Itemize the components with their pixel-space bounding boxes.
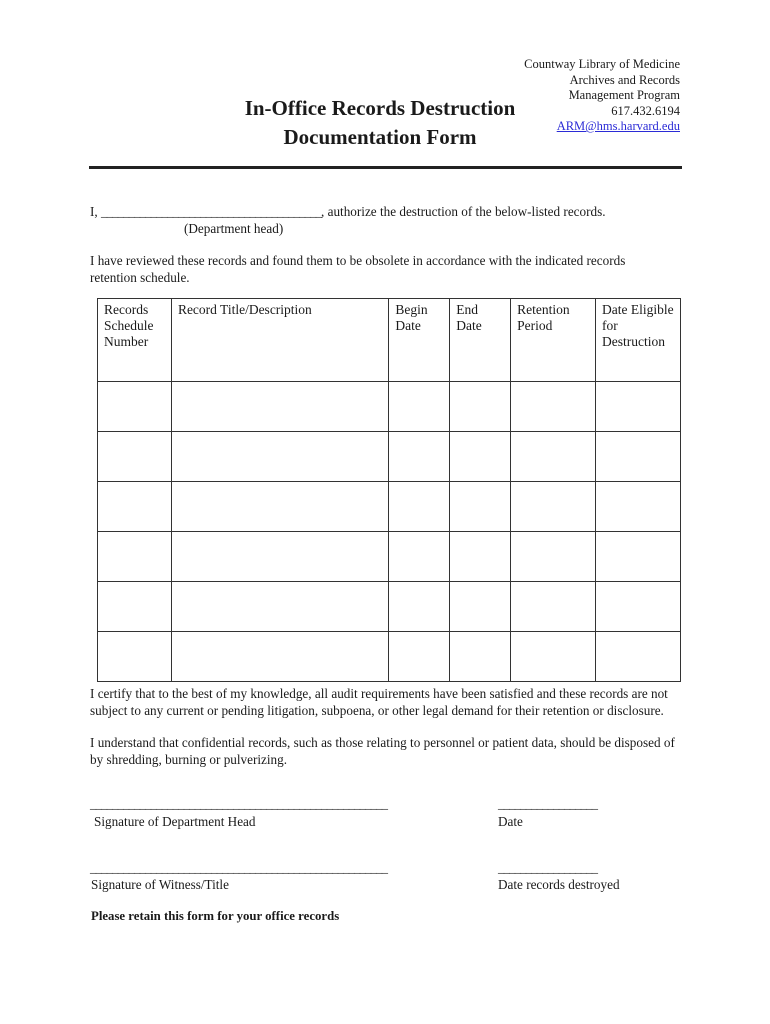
date-destroyed-label: Date records destroyed <box>498 877 620 892</box>
table-row <box>98 582 681 632</box>
table-cell[interactable] <box>596 432 681 482</box>
table-cell[interactable] <box>596 582 681 632</box>
authorize-suffix: , authorize the destruction of the below-listed records. <box>321 204 606 219</box>
table-cell[interactable] <box>511 632 596 682</box>
table-cell[interactable] <box>596 482 681 532</box>
table-cell[interactable] <box>389 582 450 632</box>
table-cell[interactable] <box>450 482 511 532</box>
department-head-name-blank[interactable]: ________________________________________ <box>101 204 321 219</box>
table-cell[interactable] <box>450 532 511 582</box>
table-cell[interactable] <box>389 432 450 482</box>
title-line-2: Documentation Form <box>283 125 477 149</box>
table-cell[interactable] <box>450 582 511 632</box>
table-cell[interactable] <box>596 382 681 432</box>
header-date-eligible: Date Eligible for Destruction <box>596 299 681 382</box>
header-begin-date: Begin Date <box>389 299 450 382</box>
certify-statement: I certify that to the best of my knowledge, all audit requirements have been satisfied and these records are not subject to any current or pending litigation, subpoena, or other legal demand for their retention or disclosure. <box>90 686 668 718</box>
table-row <box>98 632 681 682</box>
table-cell[interactable] <box>511 532 596 582</box>
witness-signature-label: Signature of Witness/Title <box>91 877 229 892</box>
table-cell[interactable] <box>98 582 172 632</box>
reviewed-statement: I have reviewed these records and found them to be obsolete in accordance with the indicated records retention schedule. <box>90 253 626 285</box>
table-cell[interactable] <box>98 632 172 682</box>
authorize-prefix: I, <box>90 204 98 219</box>
header-schedule-number: Records Schedule Number <box>98 299 172 382</box>
table-row <box>98 482 681 532</box>
authorize-statement <box>90 203 606 220</box>
table-cell[interactable] <box>450 432 511 482</box>
table-cell[interactable] <box>171 632 388 682</box>
table-cell[interactable] <box>389 382 450 432</box>
org-phone: 617.432.6194 <box>611 103 680 118</box>
header-divider <box>89 166 682 169</box>
org-email-link[interactable]: ARM@hms.harvard.edu <box>556 119 680 133</box>
table-row <box>98 532 681 582</box>
table-cell[interactable] <box>389 632 450 682</box>
header-title-description: Record Title/Description <box>171 299 388 382</box>
title-line-1: In-Office Records Destruction <box>244 96 516 120</box>
records-table <box>97 298 681 682</box>
table-cell[interactable] <box>98 532 172 582</box>
table-cell[interactable] <box>596 632 681 682</box>
table-cell[interactable] <box>511 582 596 632</box>
table-cell[interactable] <box>450 382 511 432</box>
table-cell[interactable] <box>171 482 388 532</box>
department-head-signature-line[interactable]: ______________________________________________________ <box>90 796 387 811</box>
table-cell[interactable] <box>389 532 450 582</box>
table-cell[interactable] <box>98 432 172 482</box>
table-cell[interactable] <box>511 382 596 432</box>
table-cell[interactable] <box>171 432 388 482</box>
table-cell[interactable] <box>171 582 388 632</box>
header-end-date: End Date <box>450 299 511 382</box>
department-head-caption: (Department head) <box>184 221 284 236</box>
page-title <box>205 94 555 152</box>
org-program: Management Program <box>568 88 680 102</box>
date-destroyed-line[interactable]: __________________ <box>498 860 597 875</box>
confidential-statement: I understand that confidential records, such as those relating to personnel or patient data, should be disposed of by shredding, burning or pulverizing. <box>90 735 675 767</box>
date-label: Date <box>498 814 523 829</box>
table-cell[interactable] <box>98 382 172 432</box>
table-row <box>98 432 681 482</box>
header-retention-period: Retention Period <box>511 299 596 382</box>
table-cell[interactable] <box>171 532 388 582</box>
date-signature-line[interactable]: __________________ <box>498 796 597 811</box>
table-row <box>98 382 681 432</box>
table-cell[interactable] <box>389 482 450 532</box>
retain-note: Please retain this form for your office records <box>91 909 340 923</box>
witness-signature-line[interactable]: ______________________________________________________ <box>90 860 387 875</box>
org-name: Countway Library of Medicine <box>524 57 680 71</box>
department-head-signature-label: Signature of Department Head <box>94 814 256 829</box>
table-cell[interactable] <box>98 482 172 532</box>
table-cell[interactable] <box>596 532 681 582</box>
table-header-row <box>98 299 681 382</box>
table-cell[interactable] <box>511 482 596 532</box>
org-department: Archives and Records <box>569 72 680 87</box>
table-cell[interactable] <box>450 632 511 682</box>
table-cell[interactable] <box>511 432 596 482</box>
table-cell[interactable] <box>171 382 388 432</box>
